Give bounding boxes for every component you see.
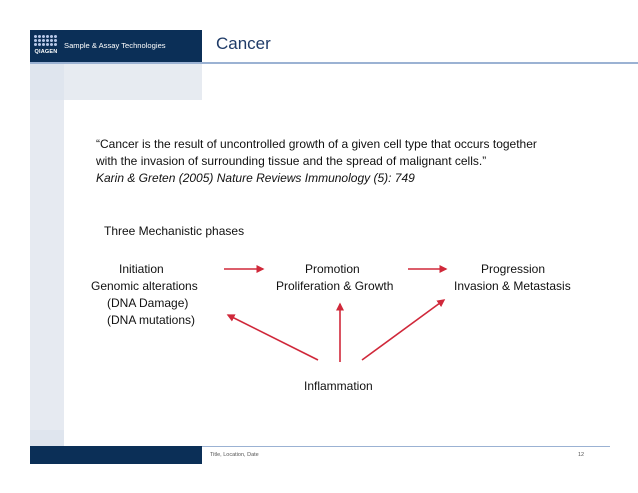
initiation-label: Initiation bbox=[119, 262, 164, 276]
quote-line-2: with the invasion of surrounding tissue and the spread of malignant cells.” bbox=[96, 154, 487, 168]
logo-wordmark: QIAGEN bbox=[34, 49, 58, 55]
arrow-inflammation-to-progression bbox=[362, 300, 444, 360]
progression-label: Progression bbox=[481, 262, 546, 276]
initiation-sub-1: Genomic alterations bbox=[91, 279, 198, 293]
footer-bar bbox=[30, 446, 202, 464]
promotion-sub-1: Proliferation & Growth bbox=[276, 279, 394, 293]
quote-citation: Karin & Greten (2005) Nature Reviews Immunology (5): 749 bbox=[96, 171, 415, 185]
arrow-inflammation-to-initiation bbox=[228, 315, 318, 360]
progression-sub-1: Invasion & Metastasis bbox=[454, 279, 571, 293]
footer-text: Title, Location, Date bbox=[210, 452, 259, 458]
initiation-sub-2: (DNA Damage) bbox=[107, 296, 189, 310]
header-tagline: Sample & Assay Technologies bbox=[64, 41, 166, 50]
footer-rule bbox=[202, 446, 610, 447]
phases-heading: Three Mechanistic phases bbox=[104, 224, 245, 238]
promotion-label: Promotion bbox=[305, 262, 360, 276]
inflammation-label: Inflammation bbox=[304, 379, 373, 393]
page-number: 12 bbox=[578, 452, 585, 458]
initiation-sub-3: (DNA mutations) bbox=[107, 313, 196, 327]
slide-title: Cancer bbox=[216, 34, 271, 53]
quote-line-1: “Cancer is the result of uncontrolled growth of a given cell type that occurs together bbox=[96, 137, 537, 151]
